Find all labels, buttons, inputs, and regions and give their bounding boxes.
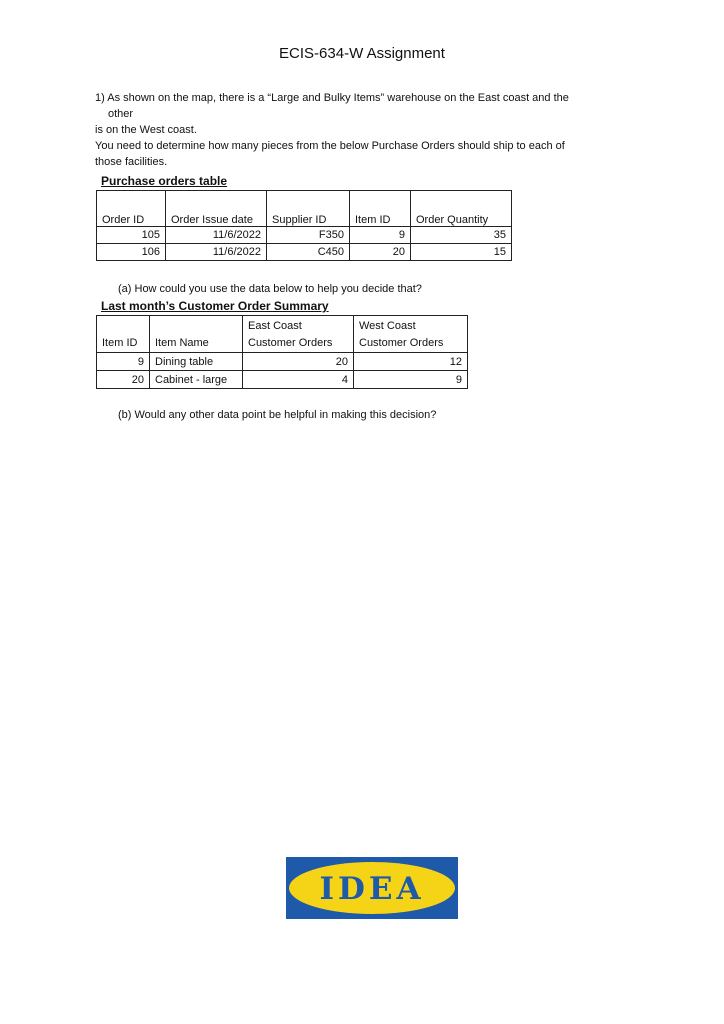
- header-line: Customer Orders: [359, 337, 444, 349]
- column-header: Item ID: [350, 191, 411, 227]
- table-cell: 12: [354, 353, 468, 371]
- table-cell: 20: [243, 353, 354, 371]
- customer-summary-title: Last month’s Customer Order Summary: [101, 299, 329, 313]
- table-cell: 4: [243, 371, 354, 389]
- table-cell: Cabinet - large: [150, 371, 243, 389]
- column-header: [354, 316, 468, 353]
- table-cell: F350: [267, 227, 350, 244]
- question-b: (b) Would any other data point be helpful in making this decision?: [118, 409, 437, 421]
- column-header: Order Issue date: [166, 191, 267, 227]
- table-cell: Dining table: [150, 353, 243, 371]
- table-cell: 9: [97, 353, 150, 371]
- question-a: (a) How could you use the data below to help you decide that?: [118, 283, 422, 295]
- intro-line: those facilities.: [95, 156, 168, 168]
- header-line: Customer Orders: [248, 337, 333, 349]
- intro-paragraph: [95, 90, 635, 170]
- column-header: Order ID: [97, 191, 166, 227]
- intro-line: 1) As shown on the map, there is a “Large and Bulky Items” warehouse on the East coast and the: [95, 92, 569, 104]
- table-cell: 11/6/2022: [166, 244, 267, 261]
- table-cell: 20: [350, 244, 411, 261]
- idea-logo: [286, 857, 458, 919]
- page-title: ECIS-634-W Assignment: [279, 45, 445, 62]
- column-header: [243, 316, 354, 353]
- table-cell: C450: [267, 244, 350, 261]
- column-header: Supplier ID: [267, 191, 350, 227]
- intro-line: other: [108, 108, 134, 120]
- table-cell: 11/6/2022: [166, 227, 267, 244]
- table-row: [97, 244, 512, 261]
- table-cell: 9: [354, 371, 468, 389]
- table-header-row: [97, 316, 468, 353]
- table-cell: 20: [97, 371, 150, 389]
- column-header: Item ID: [97, 316, 150, 353]
- table-cell: 35: [411, 227, 512, 244]
- purchase-orders-title: Purchase orders table: [101, 174, 228, 188]
- table-cell: 106: [97, 244, 166, 261]
- logo-graphic: [286, 857, 458, 919]
- intro-line: is on the West coast.: [95, 124, 197, 136]
- header-line: East Coast: [248, 320, 302, 332]
- column-header: Item Name: [150, 316, 243, 353]
- table-header-row: [97, 191, 512, 227]
- table-cell: 9: [350, 227, 411, 244]
- table-cell: 15: [411, 244, 512, 261]
- table-row: [97, 227, 512, 244]
- table-row: [97, 371, 468, 389]
- column-header: Order Quantity: [411, 191, 512, 227]
- intro-line: You need to determine how many pieces from the below Purchase Orders should ship to each of: [95, 140, 565, 152]
- customer-summary-table: [96, 315, 468, 389]
- table-cell: 105: [97, 227, 166, 244]
- logo-text: IDEA: [319, 871, 425, 907]
- table-row: [97, 353, 468, 371]
- header-line: West Coast: [359, 320, 416, 332]
- purchase-orders-table: [96, 190, 512, 261]
